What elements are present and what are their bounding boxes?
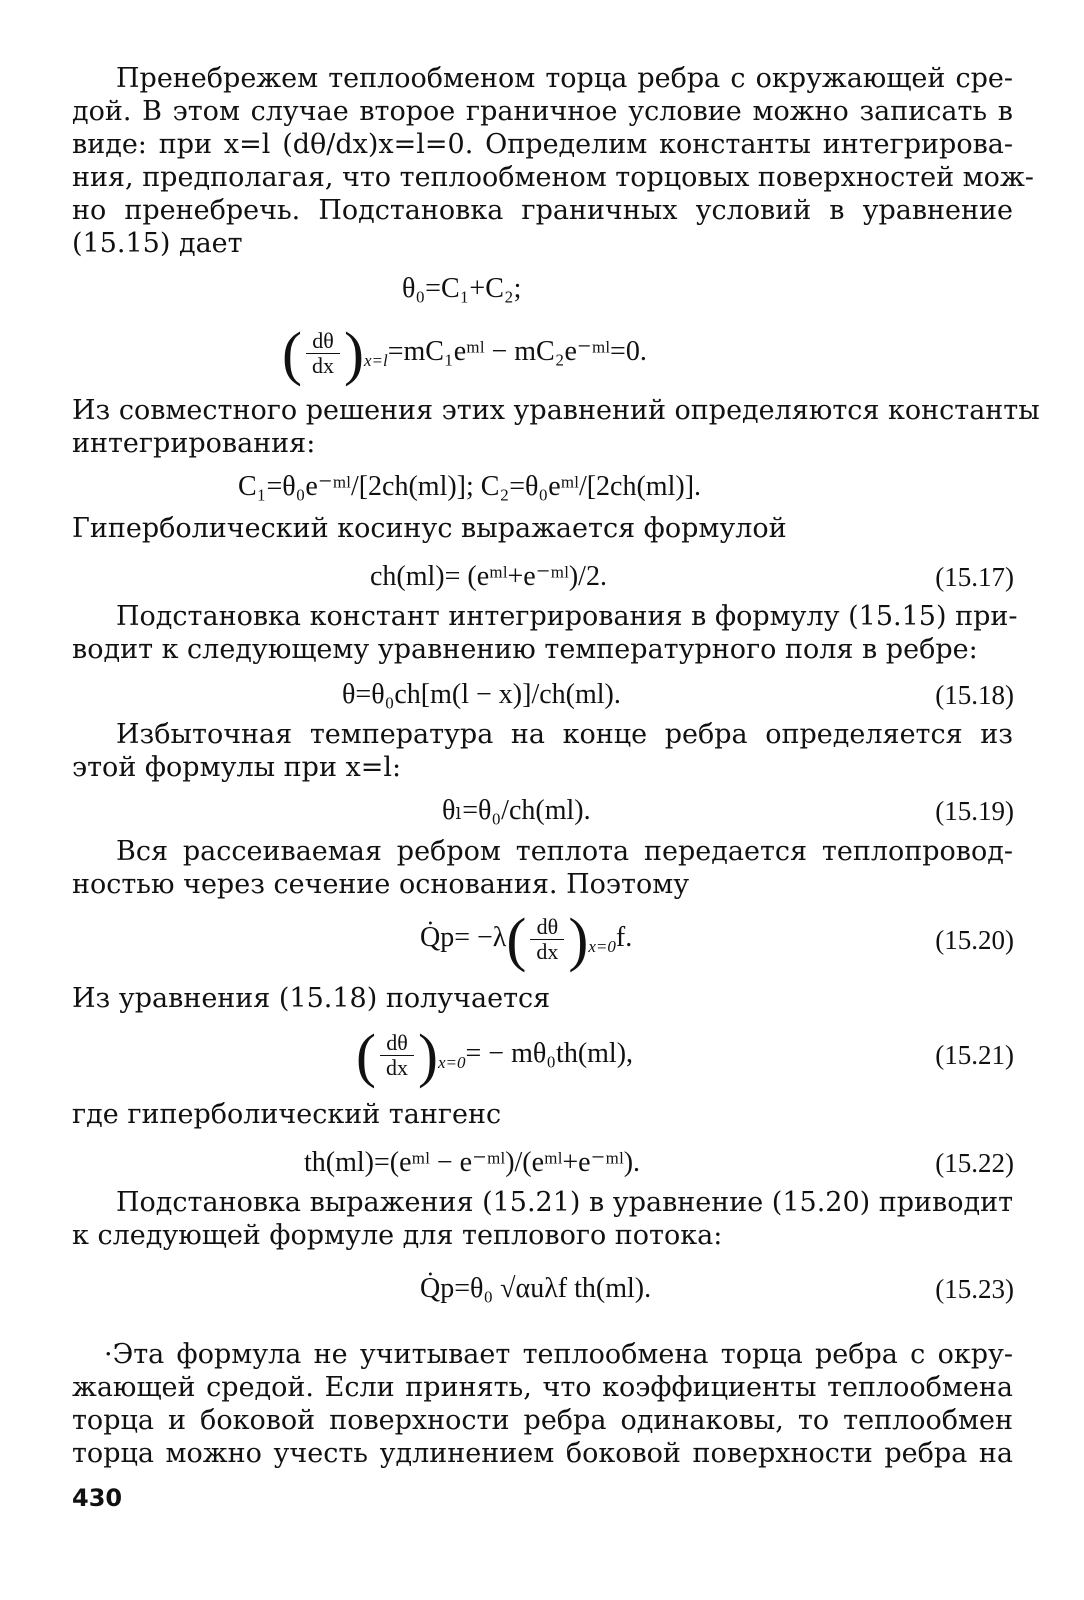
text-line: (15.15) дает — [72, 228, 243, 259]
equation-constants: C₁=θ₀e⁻ᵐˡ/[2ch(ml)]; C₂=θ₀eᵐˡ/[2ch(ml)]. — [238, 471, 702, 502]
text-line: но пренебречь. Подстановка граничных условий в уравнение — [72, 195, 1013, 226]
equation-heat-flow-base — [420, 908, 632, 977]
equation-heat-flow: Q̇p=θ₀ √αuλf th(ml). — [420, 1273, 652, 1304]
fraction-denominator: dx — [306, 353, 340, 378]
fraction-numerator: dθ — [312, 328, 334, 354]
text-line: Подстановка выражения (15.21) в уравнение (15.20) приводит — [116, 1187, 1014, 1218]
text-line: ·Эта формула не учитывает теплообмена торца ребра с окру- — [104, 1339, 1013, 1370]
paren-left: ( — [282, 320, 302, 387]
paren-right: ) — [343, 320, 364, 387]
text-line: Из уравнения (15.18) получается — [72, 983, 551, 1014]
subscript: x=0 — [588, 937, 616, 956]
text-line: жающей средой. Если принять, что коэффициенты теплообмена — [72, 1372, 1013, 1403]
equation-rhs: = − mθ₀th(ml), — [465, 1038, 634, 1069]
equation-lhs: Q̇p= −λ — [420, 922, 507, 953]
equation-number: (15.17) — [935, 562, 1014, 592]
text-line: Из совместного решения этих уравнений определяются константы — [72, 395, 1040, 426]
text-line: Пренебрежем теплообменом торца ребра с окружающей сре- — [116, 63, 1013, 94]
equation-number: (15.21) — [935, 1040, 1014, 1070]
equation-derivative-condition — [282, 322, 647, 391]
fraction — [380, 1031, 414, 1080]
fraction-denominator: dx — [380, 1055, 414, 1080]
subscript: x=0 — [437, 1053, 466, 1072]
fraction-denominator: dx — [530, 939, 564, 964]
text-line: Подстановка констант интегрирования в формулу (15.15) при- — [116, 601, 1018, 632]
fraction — [306, 329, 340, 378]
text-line: этой формулы при x=l: — [72, 752, 402, 783]
equation-number: (15.22) — [935, 1148, 1014, 1178]
page-number: 430 — [72, 1484, 123, 1512]
equation-rhs: =mC₁eᵐˡ − mC₂e⁻ᵐˡ=0. — [387, 336, 647, 367]
equation-number: (15.19) — [935, 796, 1014, 826]
text-line: торца и боковой поверхности ребра одинаковы, то теплообмен — [72, 1405, 1013, 1436]
text-line: виде: при x=l (dθ/dx)x=l=0. Определим константы интегрирова- — [72, 129, 1013, 160]
text-line: торца можно учесть удлинением боковой поверхности ребра на — [72, 1438, 1013, 1469]
text-line: к следующей формуле для теплового потока: — [72, 1220, 723, 1251]
paren-left: ( — [356, 1022, 376, 1089]
equation-number: (15.18) — [935, 680, 1014, 710]
fraction-numerator: dθ — [386, 1030, 408, 1056]
paren-right: ) — [568, 906, 589, 973]
paren-left: ( — [506, 906, 527, 973]
fraction — [530, 915, 564, 964]
text-line: Гиперболический косинус выражается формулой — [72, 513, 787, 544]
equation-number: (15.20) — [935, 925, 1014, 955]
text-line: ния, предполагая, что теплообменом торцовых поверхностей мож- — [72, 162, 1034, 193]
text-line: водит к следующему уравнению температурного поля в ребре: — [72, 634, 978, 665]
paren-right: ) — [417, 1022, 438, 1089]
equation-cosh: ch(ml)= (eᵐˡ+e⁻ᵐˡ)/2. — [370, 561, 607, 592]
equation-temperature-field: θ=θ₀ch[m(l − x)]/ch(ml). — [342, 679, 621, 710]
fraction-numerator: dθ — [536, 914, 559, 940]
text-line: ностью через сечение основания. Поэтому — [72, 869, 690, 900]
text-line: Избыточная температура на конце ребра определяется из — [116, 719, 1013, 750]
text-line: Вся рассеиваемая ребром теплота передается теплопровод- — [116, 836, 1013, 867]
text-line: интегрирования: — [72, 428, 316, 459]
equation-number: (15.23) — [935, 1274, 1014, 1304]
subscript: x=l — [363, 351, 388, 370]
text-line: где гиперболический тангенс — [72, 1099, 502, 1130]
equation-derivative-at-base — [356, 1024, 633, 1093]
equation-tip-temperature: θₗ=θ₀/ch(ml). — [442, 795, 591, 826]
equation-rhs: f. — [615, 922, 633, 953]
equation-tanh: th(ml)=(eᵐˡ − e⁻ᵐˡ)/(eᵐˡ+e⁻ᵐˡ). — [304, 1147, 641, 1178]
text-line: дой. В этом случае второе граничное условие можно записать в — [72, 96, 1013, 127]
equation-theta0: θ₀=C₁+C₂; — [402, 273, 522, 304]
